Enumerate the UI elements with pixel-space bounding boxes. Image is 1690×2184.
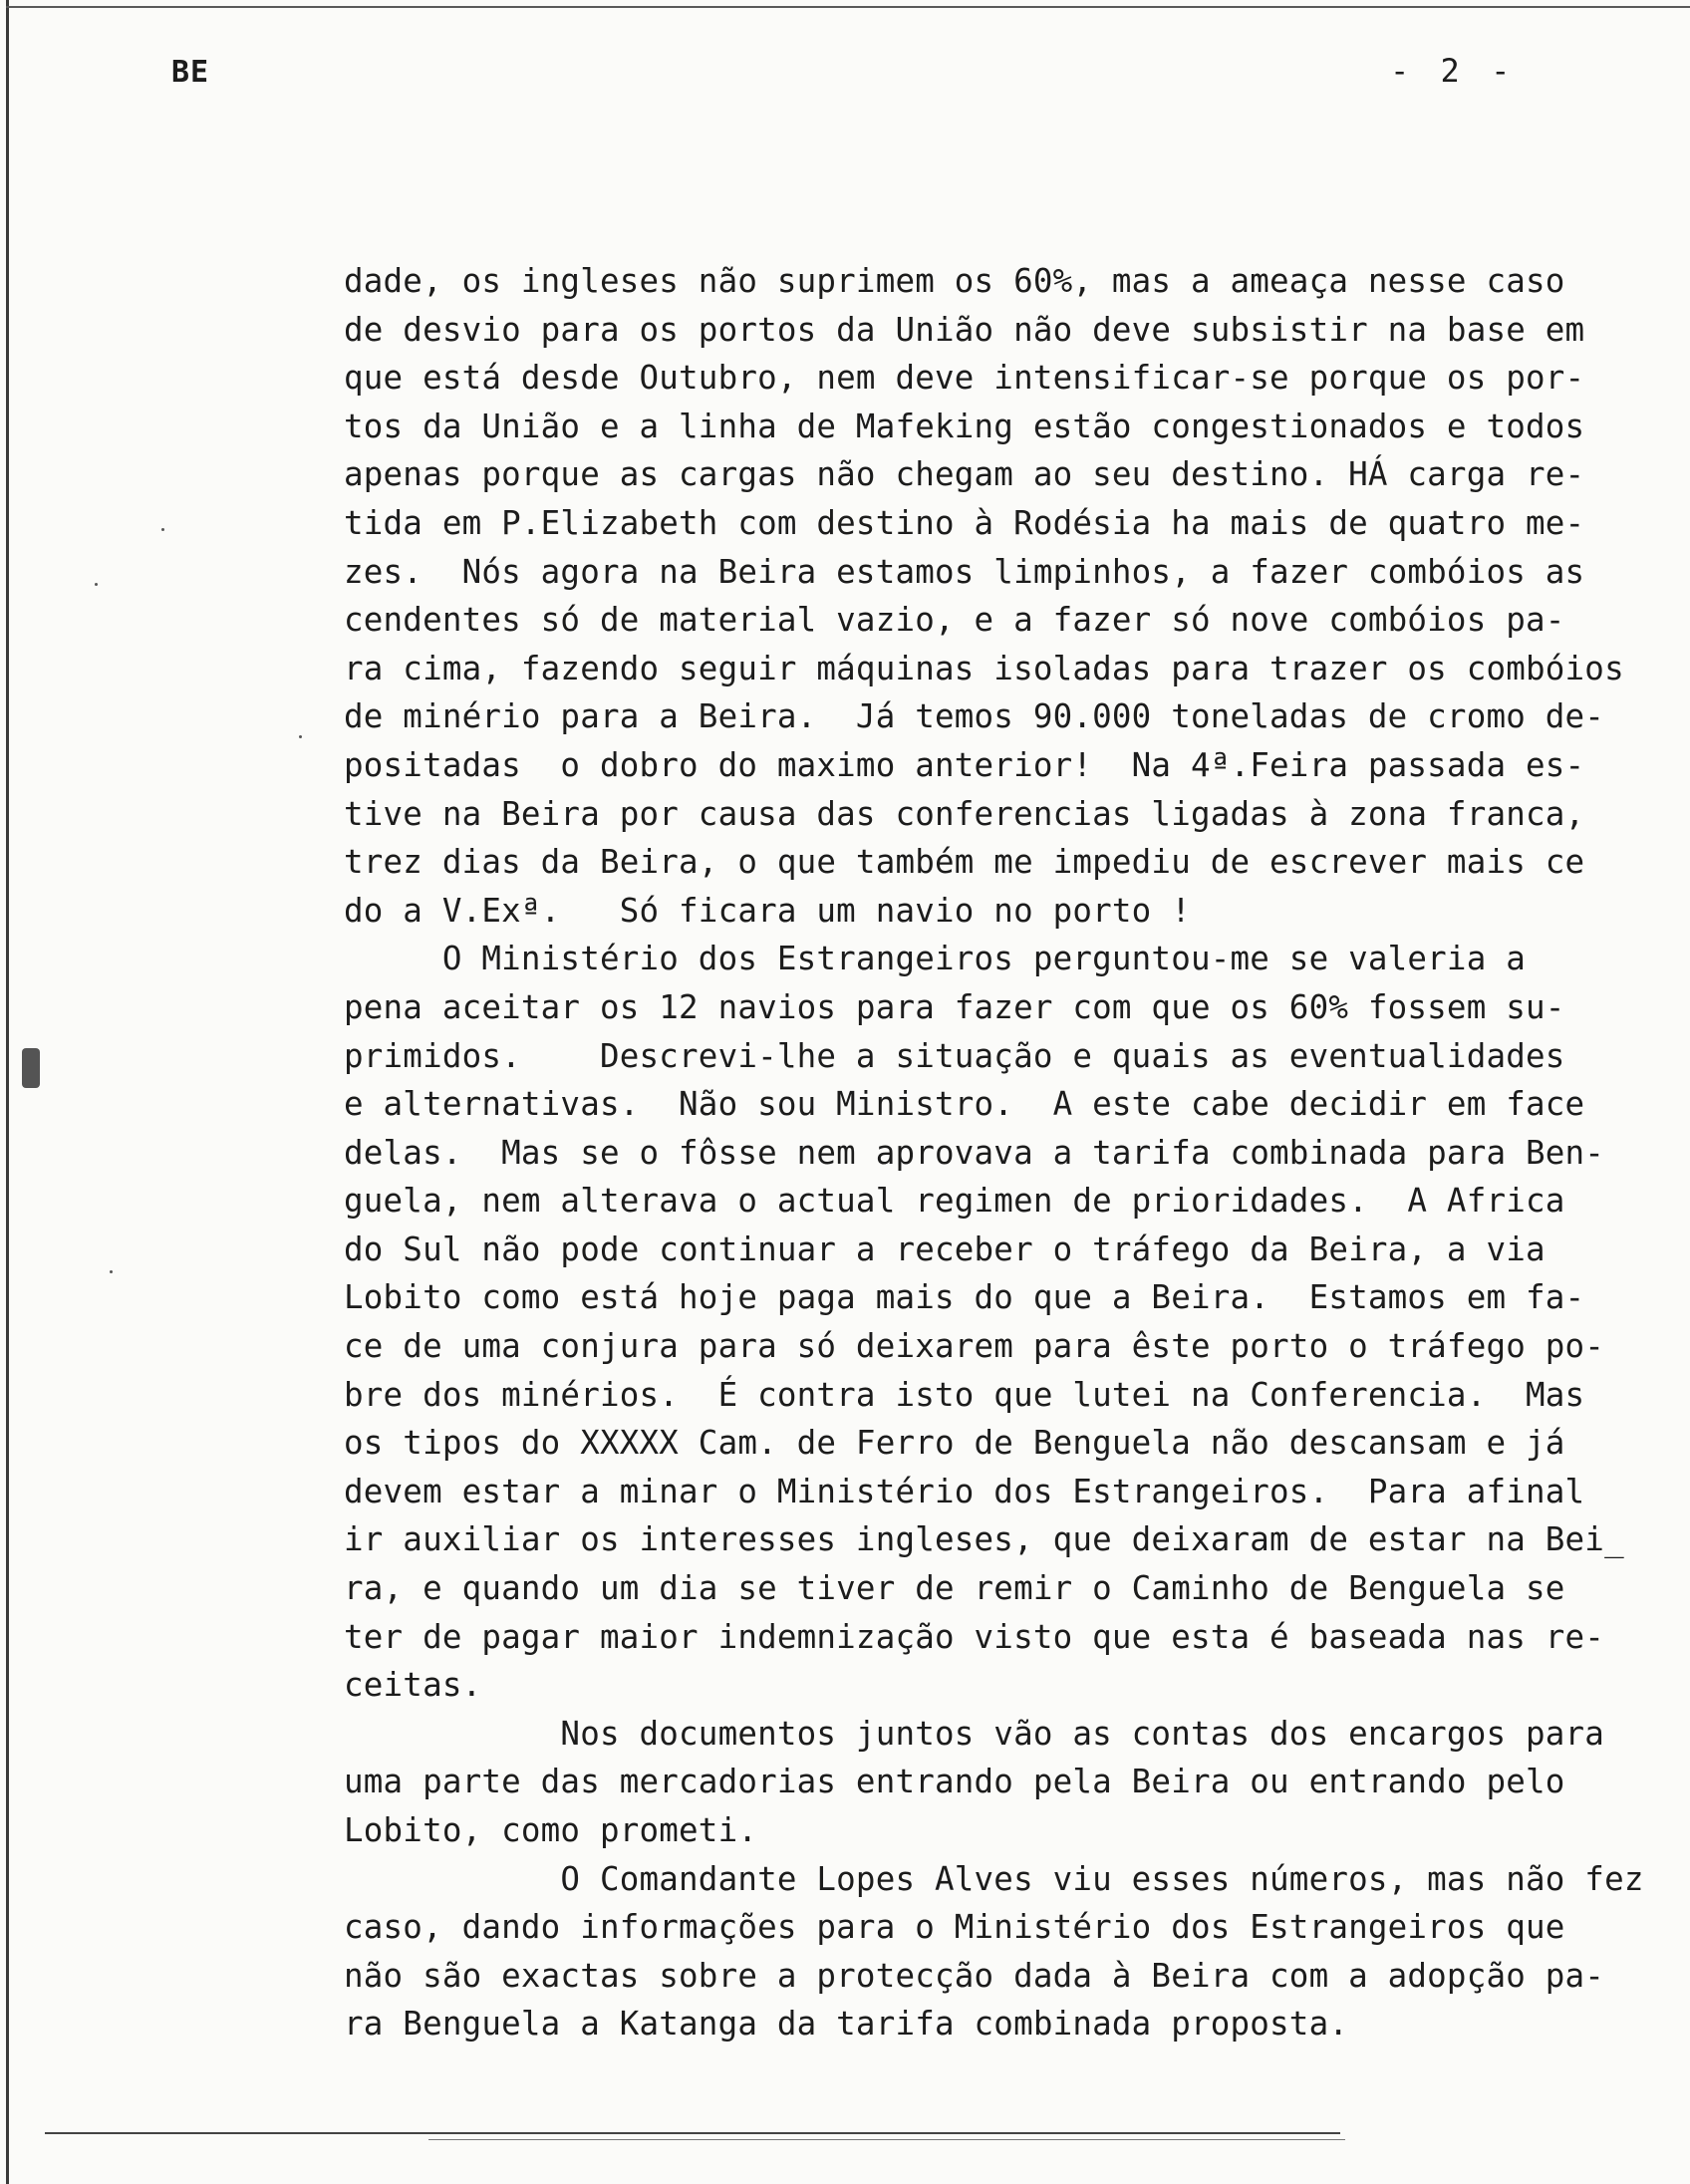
text-line: zes. Nós agora na Beira estamos limpinhos, a fazer combóios as — [344, 552, 1585, 591]
text-line: devem estar a minar o Ministério dos Estrangeiros. Para afinal — [344, 1472, 1585, 1510]
text-line: caso, dando informações para o Ministério dos Estrangeiros que — [344, 1908, 1565, 1947]
text-line: guela, nem alterava o actual regimen de prioridades. A Africa — [344, 1182, 1565, 1221]
text-line: de desvio para os portos da União não deve subsistir na base em — [344, 310, 1585, 349]
ink-blot — [22, 1048, 40, 1088]
text-line: do a V.Exª. Só ficara um navio no porto ! — [344, 891, 1191, 930]
letter-body — [344, 257, 1679, 2048]
text-line: pena aceitar os 12 navios para fazer com que os 60% fossem su- — [344, 987, 1565, 1026]
text-line: Nos documentos juntos vão as contas dos encargos para — [344, 1714, 1605, 1753]
text-line: Lobito como está hoje paga mais do que a Beira. Estamos em fa- — [344, 1278, 1585, 1317]
header-initials: BE — [171, 55, 210, 90]
text-line: delas. Mas se o fôsse nem aprovava a tarifa combinada para Ben- — [344, 1133, 1605, 1172]
text-line: O Ministério dos Estrangeiros perguntou-me se valeria a — [344, 940, 1526, 978]
text-line: O Comandante Lopes Alves viu esses números, mas não fez — [344, 1859, 1644, 1898]
text-line: positadas o dobro do maximo anterior! Na 4ª.Feira passada es- — [344, 745, 1585, 784]
text-line: ceitas. — [344, 1666, 482, 1705]
speck — [110, 1270, 113, 1273]
text-line: tida em P.Elizabeth com destino à Rodésia ha mais de quatro me- — [344, 503, 1585, 542]
text-line: ter de pagar maior indemnização visto que esta é baseada nas re- — [344, 1617, 1605, 1656]
text-line: tos da União e a linha de Mafeking estão congestionados e todos — [344, 407, 1585, 445]
text-line: os tipos do XXXXX Cam. de Ferro de Benguela não descansam e já — [344, 1424, 1565, 1463]
text-line: não são exactas sobre a protecção dada à Beira com a adopção pa- — [344, 1956, 1605, 1995]
text-line: do Sul não pode continuar a receber o tráfego da Beira, a via — [344, 1229, 1546, 1268]
text-line: cendentes só de material vazio, e a fazer só nove combóios pa- — [344, 601, 1565, 640]
speck — [299, 735, 302, 738]
page-number: - 2 - — [1390, 52, 1517, 90]
footer-rule-thin — [428, 2139, 1345, 2140]
text-line: primidos. Descrevi-lhe a situação e quais as eventualidades — [344, 1036, 1565, 1075]
text-line: dade, os ingleses não suprimem os 60%, mas a ameaça nesse caso — [344, 262, 1565, 300]
text-line: Lobito, como prometi. — [344, 1811, 758, 1849]
text-line: ce de uma conjura para só deixarem para êste porto o tráfego po- — [344, 1327, 1605, 1366]
text-line: de minério para a Beira. Já temos 90.000 toneladas de cromo de- — [344, 697, 1605, 736]
page-top-edge — [6, 6, 1690, 8]
footer-rule — [45, 2132, 1340, 2134]
text-line: que está desde Outubro, nem deve intensificar-se porque os por- — [344, 359, 1585, 398]
text-line: ra, e quando um dia se tiver de remir o Caminho de Benguela se — [344, 1569, 1565, 1608]
text-line: ra cima, fazendo seguir máquinas isoladas para trazer os combóios — [344, 649, 1624, 687]
text-line: trez dias da Beira, o que também me impediu de escrever mais ce — [344, 843, 1585, 882]
text-line: ir auxiliar os interesses ingleses, que deixaram de estar na Bei_ — [344, 1520, 1624, 1559]
text-line: e alternativas. Não sou Ministro. A este cabe decidir em face — [344, 1085, 1585, 1124]
text-line: apenas porque as cargas não chegam ao seu destino. HÁ carga re- — [344, 455, 1585, 494]
page-left-edge — [6, 0, 9, 2184]
speck — [95, 583, 98, 586]
text-line: bre dos minérios. É contra isto que lutei na Conferencia. Mas — [344, 1375, 1585, 1414]
text-line: tive na Beira por causa das conferencias ligadas à zona franca, — [344, 794, 1585, 833]
speck — [161, 528, 164, 531]
text-line: ra Benguela a Katanga da tarifa combinada proposta. — [344, 2005, 1349, 2044]
text-line: uma parte das mercadorias entrando pela Beira ou entrando pelo — [344, 1763, 1565, 1801]
